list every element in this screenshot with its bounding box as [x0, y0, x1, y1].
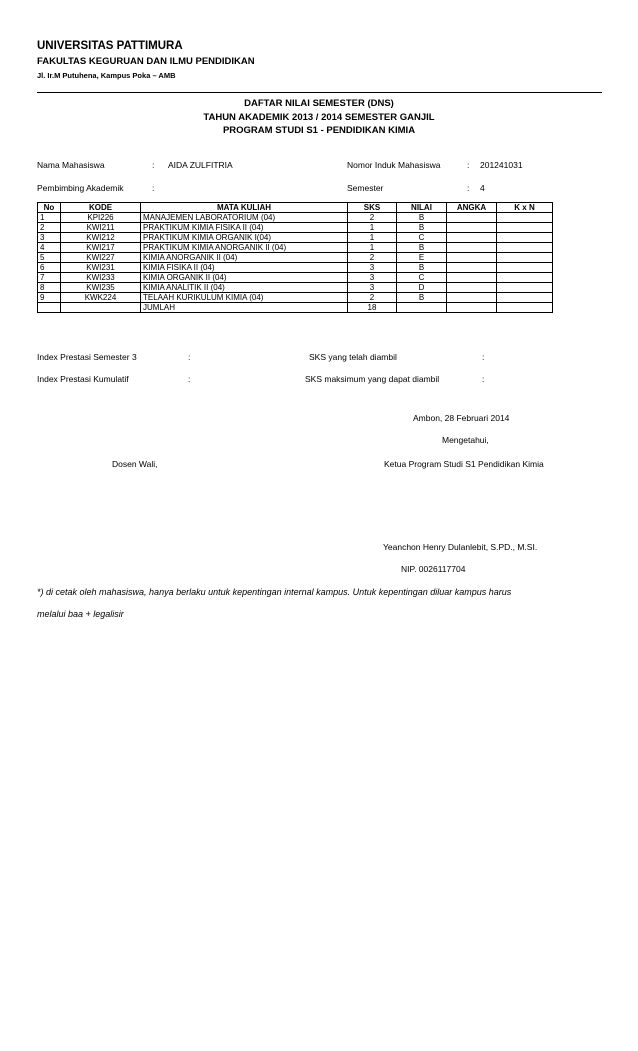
cell-angka [447, 263, 497, 273]
cell-nilai: B [397, 293, 447, 303]
cell-sks: 2 [348, 213, 397, 223]
cell-kxn [497, 213, 553, 223]
footnote-line-2: melalui baa + legalisir [37, 609, 124, 619]
ips-colon: : [188, 352, 191, 362]
footnote-line-1: *) di cetak oleh mahasiswa, hanya berlaku untuk kepentingan internal kampus. Untuk kepentingan diluar kampus harus [37, 587, 512, 597]
cell-sks: 2 [348, 253, 397, 263]
cell-empty [38, 303, 61, 313]
cell-nilai: B [397, 263, 447, 273]
grades-table [37, 202, 553, 313]
cell-empty [397, 303, 447, 313]
header-mata-kuliah: MATA KULIAH [141, 203, 348, 213]
header-no: No [38, 203, 61, 213]
cell-mata-kuliah: KIMIA ORGANIK II (04) [141, 273, 348, 283]
table-total-row [38, 303, 553, 313]
advisor-label: Pembimbing Akademik [37, 183, 124, 193]
cell-kode: KWK224 [61, 293, 141, 303]
table-row [38, 263, 553, 273]
cell-no: 2 [38, 223, 61, 233]
cell-sks: 1 [348, 223, 397, 233]
sks-taken-colon: : [482, 352, 485, 362]
acknowledged-text: Mengetahui, [442, 435, 489, 445]
cell-nilai: B [397, 243, 447, 253]
table-row [38, 223, 553, 233]
cell-nilai: C [397, 233, 447, 243]
cell-no: 4 [38, 243, 61, 253]
total-label: JUMLAH [141, 303, 348, 313]
sks-max-colon: : [482, 374, 485, 384]
cell-no: 6 [38, 263, 61, 273]
cell-kode: KWI233 [61, 273, 141, 283]
cell-kxn [497, 293, 553, 303]
academic-year: TAHUN AKADEMIK 2013 / 2014 SEMESTER GANJIL [203, 112, 435, 123]
table-row [38, 243, 553, 253]
head-nip: NIP. 0026117704 [401, 564, 466, 574]
cell-sks: 1 [348, 243, 397, 253]
header-angka: ANGKA [447, 203, 497, 213]
nim-colon: : [467, 160, 470, 170]
cell-kode: KWI211 [61, 223, 141, 233]
cell-kode: KWI235 [61, 283, 141, 293]
study-program: PROGRAM STUDI S1 - PENDIDIKAN KIMIA [222, 125, 416, 136]
cell-empty [497, 303, 553, 313]
cell-empty [61, 303, 141, 313]
cell-no: 3 [38, 233, 61, 243]
cell-no: 9 [38, 293, 61, 303]
place-date: Ambon, 28 Februari 2014 [413, 413, 510, 423]
sks-taken-label: SKS yang telah diambil [309, 352, 397, 362]
cell-kxn [497, 273, 553, 283]
header-kode: KODE [61, 203, 141, 213]
cell-sks: 3 [348, 263, 397, 273]
cell-mata-kuliah: KIMIA FISIKA II (04) [141, 263, 348, 273]
semester-label: Semester [347, 183, 384, 193]
cell-nilai: B [397, 223, 447, 233]
cell-angka [447, 253, 497, 263]
ips-label: Index Prestasi Semester 3 [37, 352, 137, 362]
table-row [38, 213, 553, 223]
student-name-label: Nama Mahasiswa [37, 160, 105, 170]
cell-kode: KWI217 [61, 243, 141, 253]
address: Jl. Ir.M Putuhena, Kampus Poka – AMB [37, 71, 176, 80]
cell-mata-kuliah: KIMIA ANALITIK II (04) [141, 283, 348, 293]
cell-sks: 1 [348, 233, 397, 243]
cell-mata-kuliah: MANAJEMEN LABORATORIUM (04) [141, 213, 348, 223]
advisor-colon: : [152, 183, 155, 193]
cell-nilai: E [397, 253, 447, 263]
advisor-title: Dosen Wali, [112, 459, 158, 469]
cell-mata-kuliah: TELAAH KURIKULUM KIMIA (04) [141, 293, 348, 303]
table-header-row [38, 203, 553, 213]
nim-label: Nomor Induk Mahasiswa [347, 160, 441, 170]
semester-value: 4 [480, 183, 485, 193]
cell-kode: KPI226 [61, 213, 141, 223]
cell-angka [447, 213, 497, 223]
student-name-colon: : [152, 160, 155, 170]
semester-colon: : [467, 183, 470, 193]
cell-nilai: B [397, 213, 447, 223]
total-sks: 18 [348, 303, 397, 313]
cell-angka [447, 273, 497, 283]
cell-mata-kuliah: PRAKTIKUM KIMIA FISIKA II (04) [141, 223, 348, 233]
table-row [38, 283, 553, 293]
cell-empty [447, 303, 497, 313]
cell-nilai: D [397, 283, 447, 293]
header-sks: SKS [348, 203, 397, 213]
ipk-label: Index Prestasi Kumulatif [37, 374, 129, 384]
sks-max-label: SKS maksimum yang dapat diambil [305, 374, 440, 384]
cell-no: 7 [38, 273, 61, 283]
ipk-colon: : [188, 374, 191, 384]
cell-sks: 3 [348, 273, 397, 283]
cell-angka [447, 223, 497, 233]
table-row [38, 233, 553, 243]
header-kxn: K x N [497, 203, 553, 213]
table-row [38, 253, 553, 263]
cell-mata-kuliah: PRAKTIKUM KIMIA ANORGANIK II (04) [141, 243, 348, 253]
cell-kxn [497, 283, 553, 293]
cell-sks: 2 [348, 293, 397, 303]
head-title: Ketua Program Studi S1 Pendidikan Kimia [384, 459, 544, 469]
cell-kode: KWI227 [61, 253, 141, 263]
cell-nilai: C [397, 273, 447, 283]
cell-mata-kuliah: KIMIA ANORGANIK II (04) [141, 253, 348, 263]
cell-kxn [497, 223, 553, 233]
student-name-value: AIDA ZULFITRIA [168, 160, 233, 170]
cell-kode: KWI212 [61, 233, 141, 243]
cell-kxn [497, 253, 553, 263]
nim-value: 201241031 [480, 160, 523, 170]
table-row [38, 273, 553, 283]
table-row [38, 293, 553, 303]
cell-no: 5 [38, 253, 61, 263]
faculty-name: FAKULTAS KEGURUAN DAN ILMU PENDIDIKAN [37, 56, 255, 67]
cell-angka [447, 283, 497, 293]
header-nilai: NILAI [397, 203, 447, 213]
cell-no: 8 [38, 283, 61, 293]
cell-kxn [497, 233, 553, 243]
cell-angka [447, 243, 497, 253]
cell-angka [447, 233, 497, 243]
document-title: DAFTAR NILAI SEMESTER (DNS) [244, 98, 394, 109]
cell-kxn [497, 243, 553, 253]
cell-no: 1 [38, 213, 61, 223]
cell-kxn [497, 263, 553, 273]
cell-angka [447, 293, 497, 303]
header-divider [37, 92, 602, 93]
head-name: Yeanchon Henry Dulanlebit, S.PD., M.SI. [383, 542, 538, 552]
university-name: UNIVERSITAS PATTIMURA [37, 40, 183, 52]
cell-mata-kuliah: PRAKTIKUM KIMIA ORGANIK I(04) [141, 233, 348, 243]
cell-sks: 3 [348, 283, 397, 293]
cell-kode: KWI231 [61, 263, 141, 273]
